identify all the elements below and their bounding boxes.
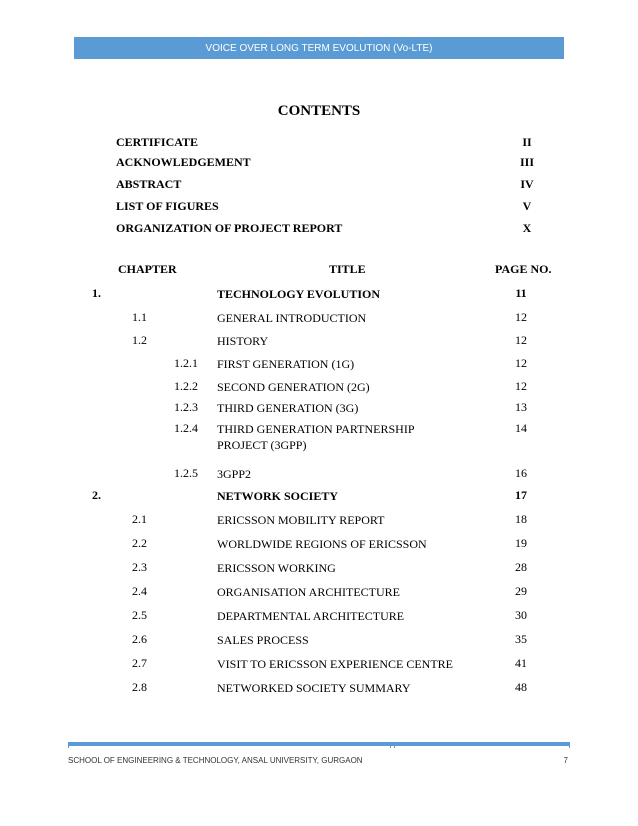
toc-title: WORLDWIDE REGIONS OF ERICSSON	[217, 537, 427, 551]
column-header-title: TITLE	[329, 262, 366, 276]
toc-page: 13	[515, 400, 527, 414]
toc-page: 11	[515, 286, 527, 300]
toc-title: GENERAL INTRODUCTION	[217, 311, 367, 325]
toc-page: 35	[515, 632, 527, 646]
prelim-label: LIST OF FIGURES	[116, 199, 219, 213]
toc-number: 2.2	[132, 536, 147, 550]
toc-page: 12	[515, 379, 527, 393]
toc-page: 41	[515, 656, 527, 670]
toc-page: 30	[515, 608, 527, 622]
footer-rule	[68, 742, 570, 746]
footer-rule-tick	[68, 746, 69, 748]
prelim-page: II	[522, 135, 532, 149]
toc-title: VISIT TO ERICSSON EXPERIENCE CENTRE	[217, 657, 454, 671]
toc-title: FIRST GENERATION (1G)	[217, 357, 355, 371]
toc-number: 1.2.4	[174, 421, 198, 435]
toc-page: 18	[515, 512, 527, 526]
prelim-page: III	[519, 155, 534, 169]
toc-number: 1.2	[132, 333, 147, 347]
prelim-page: X	[522, 221, 532, 235]
toc-number: 1.2.5	[174, 466, 198, 480]
toc-number: 1.2.2	[174, 379, 198, 393]
footer-rule-tick	[394, 746, 395, 748]
toc-number: 2.4	[132, 584, 147, 598]
toc-title: NETWORK SOCIETY	[217, 489, 339, 503]
toc-number: 2.1	[132, 512, 147, 526]
toc-page: 14	[515, 421, 527, 435]
footer-institution: SCHOOL OF ENGINEERING & TECHNOLOGY, ANSAL UNIVERSITY, GURGAON	[68, 756, 363, 765]
toc-title: ORGANISATION ARCHITECTURE	[217, 585, 400, 599]
toc-number: 2.3	[132, 560, 147, 574]
column-header-chapter: CHAPTER	[118, 262, 177, 276]
toc-page: 12	[515, 356, 527, 370]
toc-title: DEPARTMENTAL ARCHITECTURE	[217, 609, 405, 623]
prelim-item	[0, 177, 638, 193]
toc-page: 19	[515, 536, 527, 550]
toc-page: 29	[515, 584, 527, 598]
toc-page: 16	[515, 466, 527, 480]
toc-number: 2.8	[132, 680, 147, 694]
toc-title: ERICSSON WORKING	[217, 561, 336, 575]
toc-page: 28	[515, 560, 527, 574]
prelim-item	[0, 221, 638, 237]
toc-title: THIRD GENERATION (3G)	[217, 401, 359, 415]
prelim-page: V	[522, 199, 532, 213]
toc-number: 1.2.1	[174, 356, 198, 370]
toc-title: HISTORY	[217, 334, 269, 348]
prelim-item	[0, 155, 638, 171]
toc-number: 2.7	[132, 656, 147, 670]
toc-title: SALES PROCESS	[217, 633, 309, 647]
toc-page: 48	[515, 680, 527, 694]
footer-page-number: 7	[563, 756, 568, 765]
page-header	[74, 37, 564, 59]
toc-number: 2.	[92, 488, 101, 502]
prelim-label: CERTIFICATE	[116, 135, 199, 149]
toc-page: 17	[515, 488, 527, 502]
prelim-page: IV	[520, 177, 534, 191]
toc-number: 1.1	[132, 310, 147, 324]
contents-heading: CONTENTS	[277, 103, 361, 119]
prelim-item	[0, 199, 638, 215]
footer-rule-tick	[569, 746, 570, 748]
toc-number: 1.2.3	[174, 400, 198, 414]
toc-title: TECHNOLOGY EVOLUTION	[217, 287, 381, 301]
toc-title: SECOND GENERATION (2G)	[217, 380, 370, 394]
toc-page: 12	[515, 310, 527, 324]
toc-title: THIRD GENERATION PARTNERSHIP PROJECT (3GPP)	[217, 422, 415, 452]
prelim-item	[0, 135, 638, 151]
toc-title: NETWORKED SOCIETY SUMMARY	[217, 681, 411, 695]
toc-number: 2.6	[132, 632, 147, 646]
prelim-label: ACKNOWLEDGEMENT	[116, 155, 251, 169]
toc-title: 3GPP2	[217, 467, 252, 481]
footer-rule-tick	[390, 746, 391, 748]
toc-number: 1.	[92, 286, 101, 300]
column-header-page: PAGE NO.	[495, 262, 552, 276]
toc-number: 2.5	[132, 608, 147, 622]
toc-title: ERICSSON MOBILITY REPORT	[217, 513, 385, 527]
prelim-label: ABSTRACT	[116, 177, 182, 191]
header-title: VOICE OVER LONG TERM EVOLUTION (Vo-LTE)	[205, 42, 433, 54]
toc-page: 12	[515, 333, 527, 347]
prelim-label: ORGANIZATION OF PROJECT REPORT	[116, 221, 343, 235]
